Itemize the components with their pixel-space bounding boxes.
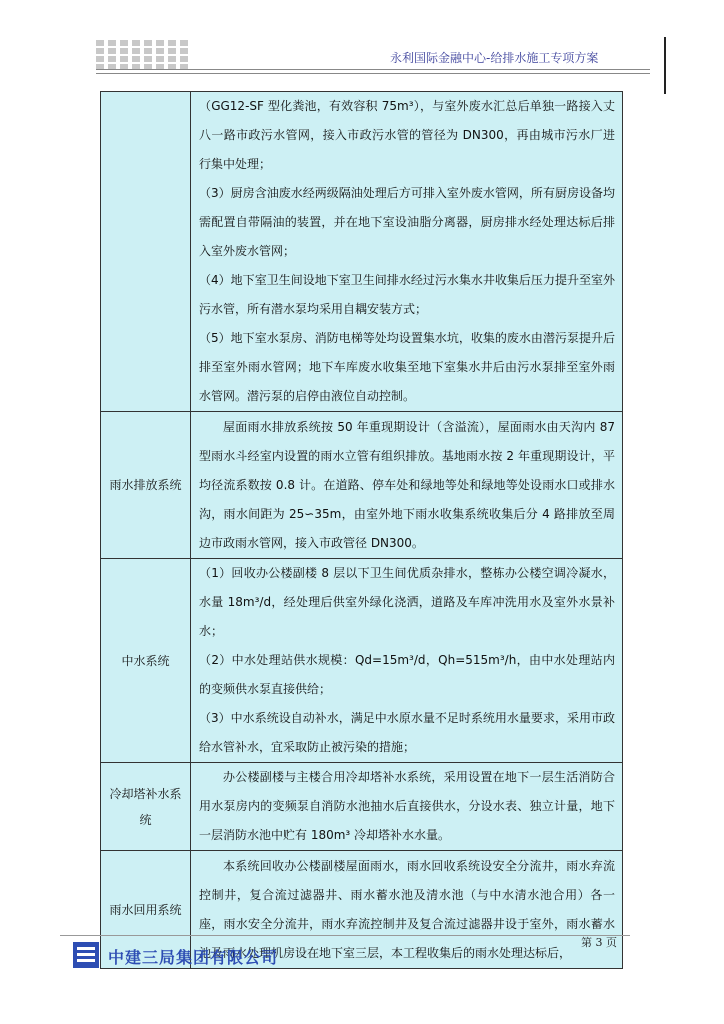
header-grid-cell bbox=[120, 40, 128, 46]
header-grid-cell bbox=[96, 48, 104, 54]
header-grid-cell bbox=[168, 48, 176, 54]
paragraph: （3）中水系统设自动补水，满足中水原水量不足时系统用水量要求，采用市政给水管补水，宜采取防止被污染的措施； bbox=[199, 711, 615, 754]
system-table bbox=[100, 91, 623, 969]
paragraph: （5）地下室水泵房、消防电梯等处均设置集水坑，收集的废水由潜污泵提升后排至室外雨水管网；地下车库废水收集至地下室集水井后由污水泵排至室外雨水管网。潜污泵的启停由液位自动控制。 bbox=[199, 331, 615, 403]
header-grid-cell bbox=[180, 40, 188, 46]
header-grid-cell bbox=[96, 40, 104, 46]
header-grid-cell bbox=[132, 40, 140, 46]
header-grid-cell bbox=[144, 40, 152, 46]
header-grid-cell bbox=[156, 56, 164, 62]
row-label: 中水系统 bbox=[101, 559, 191, 763]
header-grid-cell bbox=[96, 56, 104, 62]
row-label: 冷却塔补水系统 bbox=[101, 763, 191, 851]
row-content bbox=[191, 412, 623, 559]
row-content bbox=[191, 763, 623, 851]
header-grid-cell bbox=[108, 40, 116, 46]
row-label bbox=[101, 92, 191, 412]
header-grid-cell bbox=[120, 48, 128, 54]
header-grid-cell bbox=[108, 56, 116, 62]
paragraph: （GG12-SF 型化粪池，有效容积 75m³），与室外废水汇总后单独一路接入丈八一路市政污水管网，接入市政污水管的管径为 DN300，再由城市污水厂进行集中处理； bbox=[199, 99, 615, 171]
header-grid-cell bbox=[132, 48, 140, 54]
header-grid-cell bbox=[156, 48, 164, 54]
paragraph: （1）回收办公楼副楼 8 层以下卫生间优质杂排水，整栋办公楼空调冷凝水，水量 18m³/d，经处理后供室外绿化浇洒，道路及车库冲洗用水及室外水景补水； bbox=[199, 566, 615, 638]
header-grid-cell bbox=[168, 40, 176, 46]
header-rule-bottom bbox=[96, 73, 650, 74]
row-content bbox=[191, 559, 623, 763]
row-content bbox=[191, 92, 623, 412]
header-vertical-bar bbox=[664, 37, 666, 94]
header-grid-cell bbox=[180, 48, 188, 54]
row-label: 雨水排放系统 bbox=[101, 412, 191, 559]
table-row bbox=[101, 763, 623, 851]
paragraph: 办公楼副楼与主楼合用冷却塔补水系统，采用设置在地下一层生活消防合用水泵房内的变频泵自消防水池抽水后直接供水，分设水表、独立计量，地下一层消防水池中贮有 180m³ 冷却塔补水水量。 bbox=[199, 770, 615, 842]
company-logo-icon bbox=[73, 942, 99, 968]
header-grid-cell bbox=[108, 48, 116, 54]
paragraph: （4）地下室卫生间设地下室卫生间排水经过污水集水井收集后压力提升至室外污水管，所有潜水泵均采用自耦安装方式； bbox=[199, 273, 615, 316]
row-label: 雨水回用系统 bbox=[101, 851, 191, 969]
footer-rule bbox=[60, 935, 630, 936]
header-grid-cell bbox=[156, 40, 164, 46]
header-grid-cell bbox=[168, 56, 176, 62]
table-row bbox=[101, 92, 623, 412]
paragraph: （2）中水处理站供水规模：Qd=15m³/d，Qh=515m³/h，由中水处理站内的变频供水泵直接供给； bbox=[199, 653, 615, 696]
paragraph: 屋面雨水排放系统按 50 年重现期设计（含溢流），屋面雨水由天沟内 87 型雨水斗经室内设置的雨水立管有组织排放。基地雨水按 2 年重现期设计，平均径流系数按 0.8 计。在道路、停车处和绿地等处和绿地等处设雨水口或排水沟，雨水间距为 25∽35m，由室外地下雨水收集系统收集后分 4 路排放至周边市政雨水管网，接入市政管径 DN300。 bbox=[199, 419, 615, 550]
header-grid-cell bbox=[120, 56, 128, 62]
header-grid-cell bbox=[144, 56, 152, 62]
paragraph: （3）厨房含油废水经两级隔油处理后方可排入室外废水管网，所有厨房设备均需配置自带隔油的装置，并在地下室设油脂分离器，厨房排水经处理达标后排入室外废水管网； bbox=[199, 186, 615, 258]
page-number: 第 3 页 bbox=[581, 936, 617, 949]
header-grid-cell bbox=[180, 56, 188, 62]
company-name: 中建三局集团有限公司 bbox=[108, 948, 279, 967]
header-grid-cell bbox=[132, 56, 140, 62]
paragraph: 本系统回收办公楼副楼屋面雨水，雨水回收系统设安全分流井，雨水弃流控制井，复合流过滤器井、雨水蓄水池及清水池（与中水清水池合用）各一座，雨水安全分流井，雨水弃流控制井及复合流过滤器井设于室外，雨水蓄水池及雨水处理机房设在地下室三层，本工程收集后的雨水处理达标后， bbox=[199, 858, 615, 960]
document-title: 永利国际金融中心-给排水施工专项方案 bbox=[390, 51, 599, 65]
header-rule-top bbox=[96, 69, 650, 70]
table-row bbox=[101, 412, 623, 559]
header-grid-cell bbox=[144, 48, 152, 54]
table-row bbox=[101, 559, 623, 763]
